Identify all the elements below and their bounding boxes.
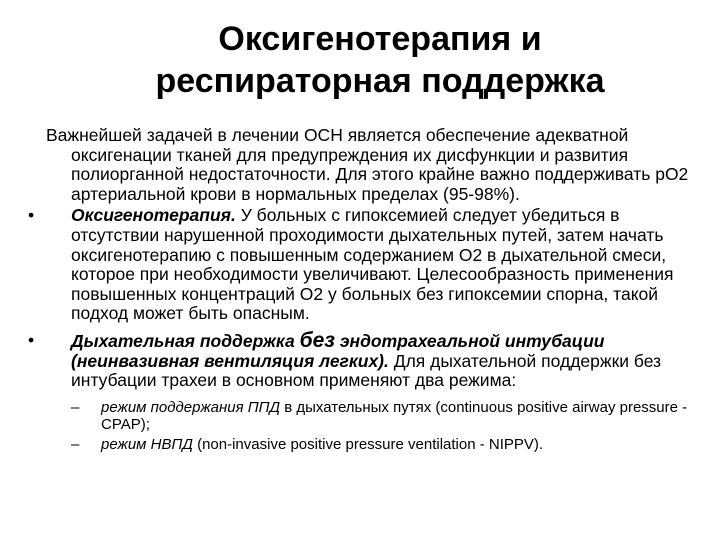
bullet-text: Для дыхательной поддержки без интубации трахеи в основном применяют два режима: xyxy=(71,350,662,391)
bullet-term-continued: эндотрахеальной интубации (неинвазивная вентиляция легких). xyxy=(71,330,605,371)
sub-list xyxy=(46,399,696,453)
bullet-oxygen-therapy xyxy=(28,205,696,324)
sub-item-nippv xyxy=(71,436,696,453)
sub-item-term: режим поддержания ППД xyxy=(101,398,281,416)
bullet-respiratory-support xyxy=(28,328,696,391)
sub-item-cpap xyxy=(71,399,696,433)
sub-item-text: в дыхательных путях (continuous positive airway pressure - CPAP); xyxy=(101,398,688,433)
sub-item-term: режим НВПД xyxy=(101,435,193,453)
bullet-marker: • xyxy=(28,205,35,226)
bullet-term: Дыхательная поддержка xyxy=(71,330,300,351)
bullet-term: Оксигенотерапия. xyxy=(71,205,236,226)
sub-marker: – xyxy=(71,398,80,416)
slide-body xyxy=(28,125,696,456)
title-line-2: респираторная поддержка xyxy=(155,62,605,100)
intro-paragraph: Важнейшей задачей в лечении ОСН является обеспечение адекватной оксигенации тканей для предупреждения их дисфункции и развития полиорганной недостаточности. Для этого крайне важно поддерживать рО2 артериальной крови в нормальных пределах (95-98%). xyxy=(46,125,689,204)
bullet-marker: • xyxy=(28,329,35,350)
slide-title xyxy=(70,18,690,102)
sub-marker: – xyxy=(71,435,80,453)
bullet-text: У больных с гипоксемией следует убедиться в отсутствии нарушенной проходимости дыхательных путей, затем начать оксигенотерапию с повышенным содержанием О2 в дыхательной смеси, которое при необходимости увеличивают. Целесообразность применения повышенных концентраций О2 у больных без гипоксемии спорна, такой подход может быть опасным. xyxy=(71,205,674,324)
title-line-1: Оксигенотерапия и xyxy=(218,20,542,58)
sub-item-text: (non-invasive positive pressure ventilation - NIPPV). xyxy=(192,435,544,453)
bullet-term-emphasis: без xyxy=(299,328,336,352)
